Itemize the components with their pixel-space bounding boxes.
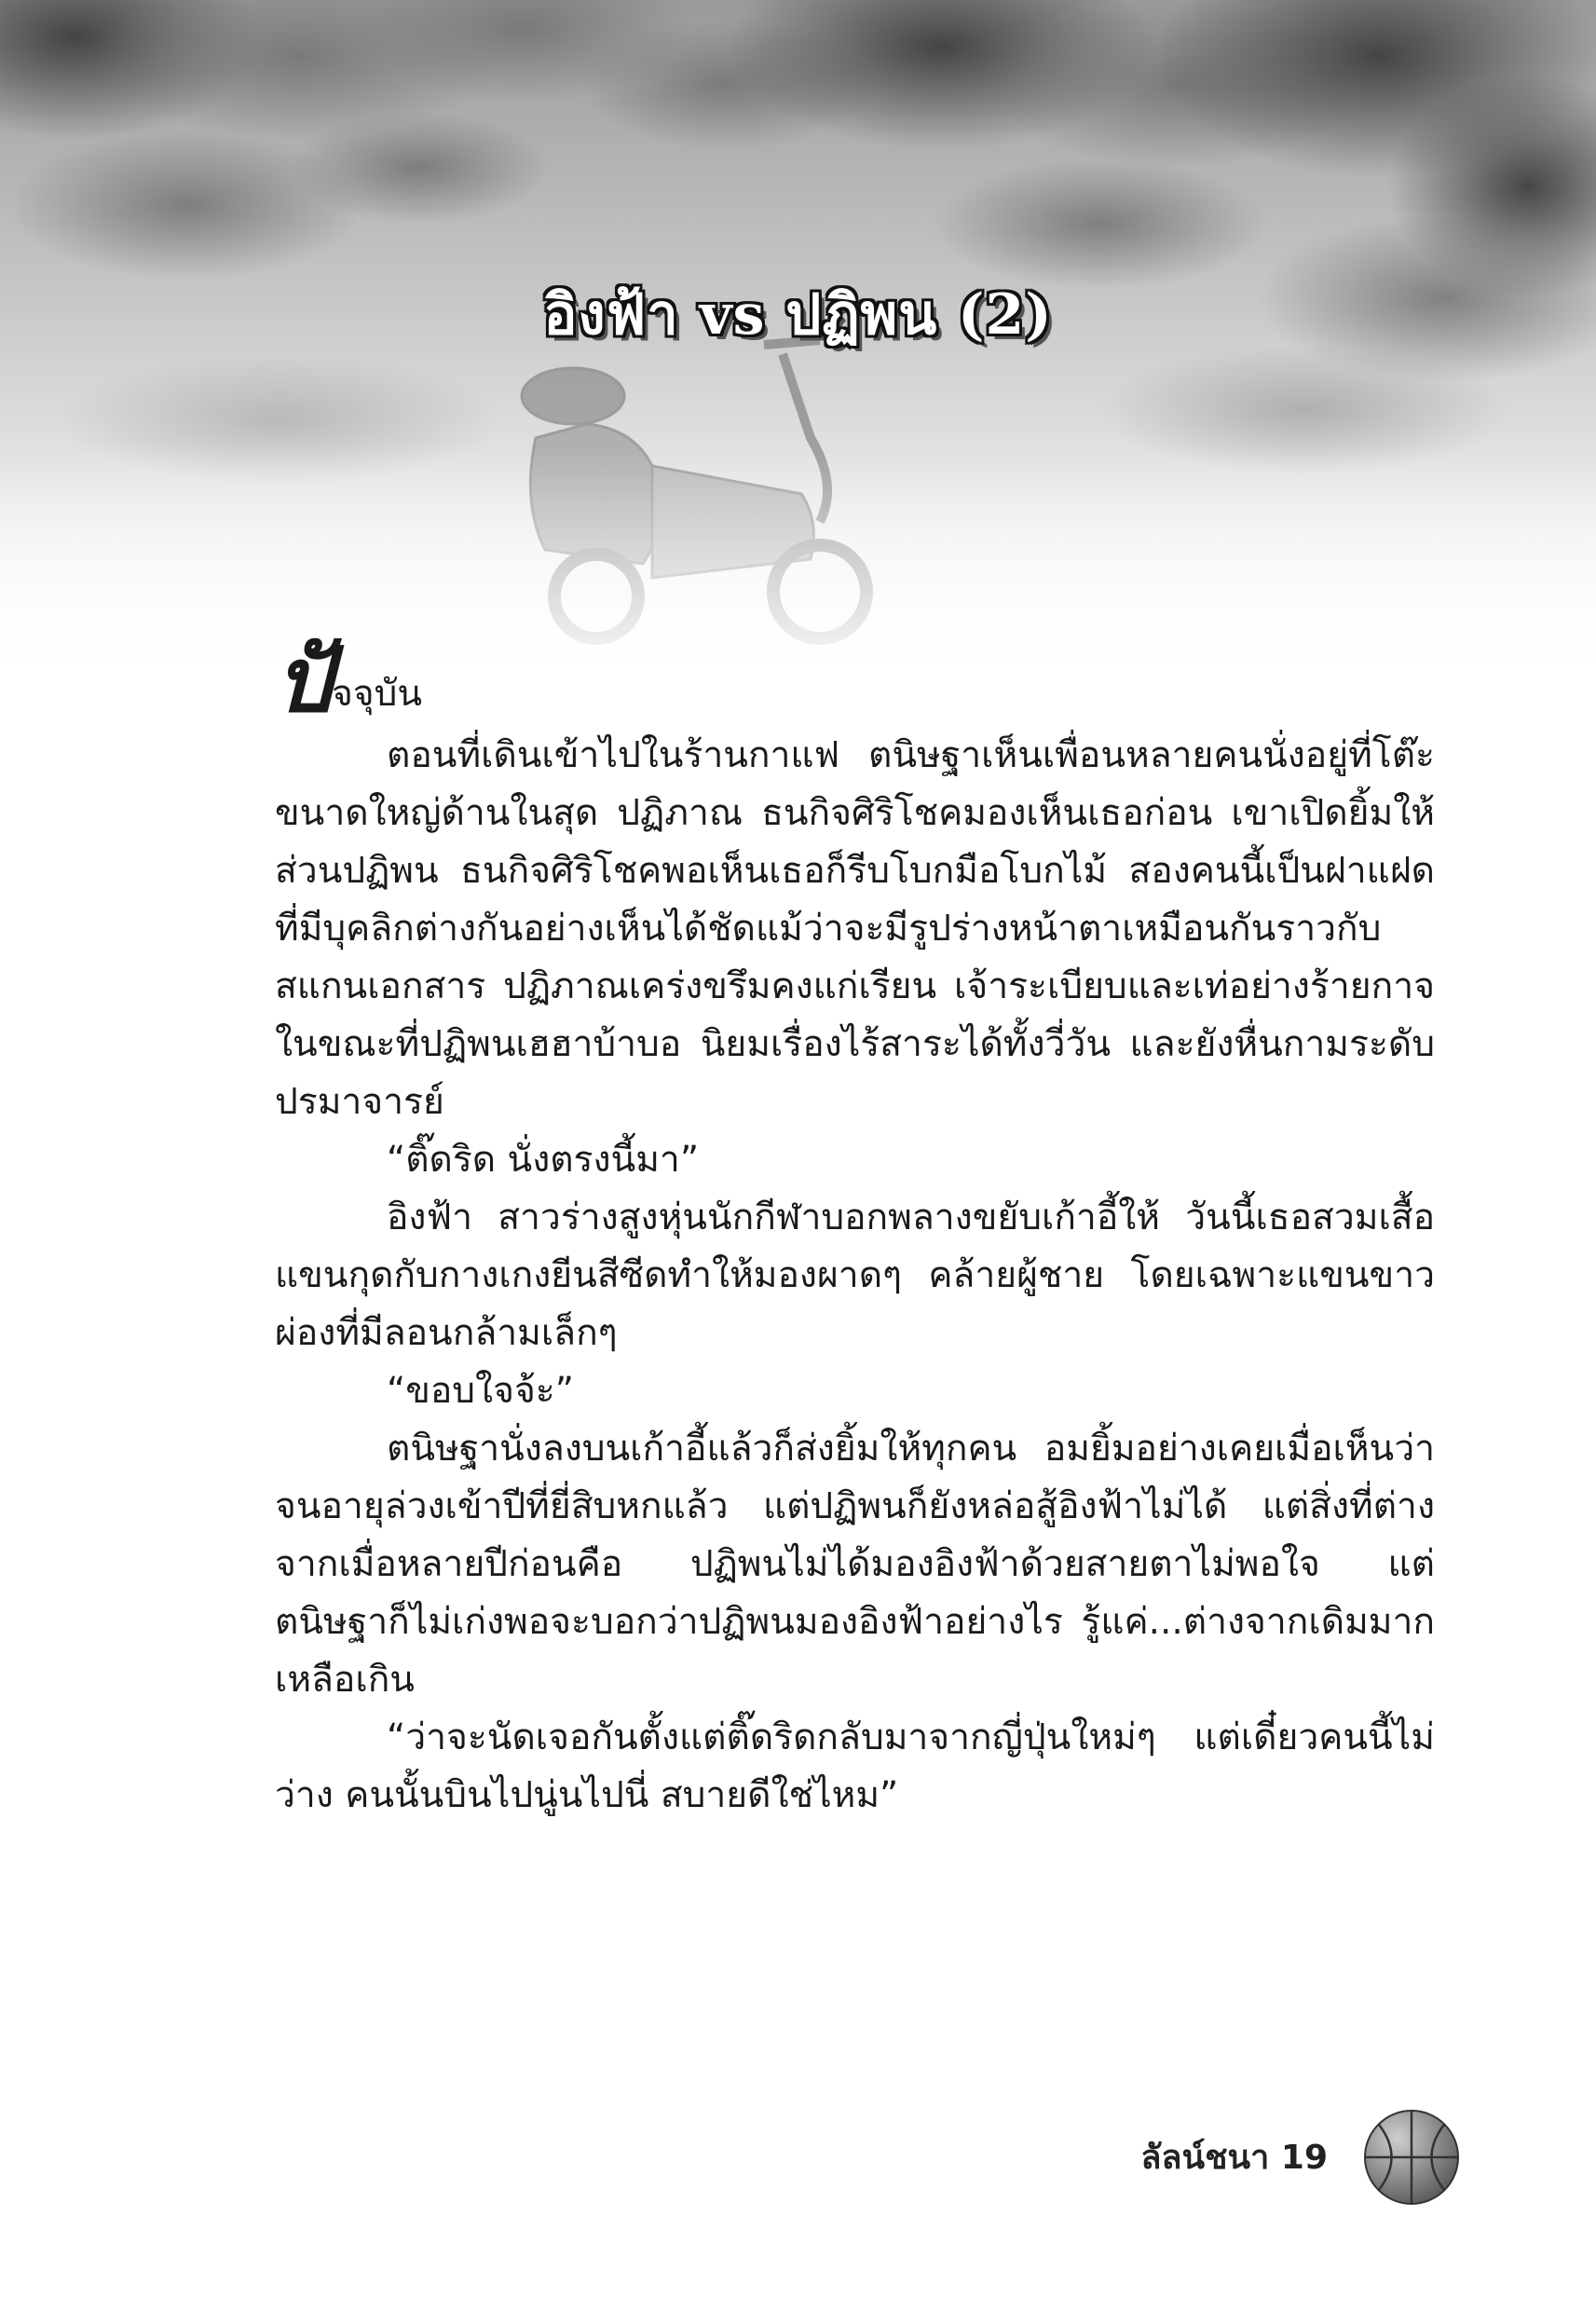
paragraph: อิงฟ้า สาวร่างสูงหุ่นนักกีฬาบอกพลางขยับเก้าอี้ให้ วันนี้เธอสวมเสื้อแขนกุดกับกางเกงยีนสีซีดทำให้มองผาดๆ คล้ายผู้ชาย โดยเฉพาะแขนขาวผ่องที่มีลอนกล้ามเล็กๆ	[275, 1197, 1435, 1354]
paragraph: ตอนที่เดินเข้าไปในร้านกาแฟ ตนิษฐาเห็นเพื่อนหลายคนนั่งอยู่ที่โต๊ะขนาดใหญ่ด้านในสุด ปฏิภาณ ธนกิจศิริโชคมองเห็นเธอก่อน เขาเปิดยิ้มให้ ส่วนปฏิพน ธนกิจศิริโชคพอเห็นเธอก็รีบโบกมือโบกไม้ สองคนนี้เป็นฝาแฝดที่มีบุคลิกต่างกันอย่างเห็นได้ชัดแม้ว่าจะมีรูปร่างหน้าตาเหมือนกันราวกับสแกนเอกสาร ปฏิภาณเคร่งขรึมคงแก่เรียน เจ้าระเบียบและเท่อย่างร้ายกาจ ในขณะที่ปฏิพนเฮฮาบ้าบอ นิยมเรื่องไร้สาระได้ทั้งวี่วัน และยังหื่นกามระดับปรมาจารย์	[275, 734, 1435, 1123]
dialogue-line: “ขอบใจจ้ะ”	[387, 1370, 574, 1412]
footer-label	[1071, 2130, 1328, 2183]
chapter-opening	[275, 627, 1435, 732]
dialogue-line: “ติ๊ดริด นั่งตรงนี้มา”	[387, 1139, 700, 1181]
basketball-icon	[1362, 2108, 1461, 2207]
page-number: 19	[1280, 2139, 1328, 2177]
page-footer	[1071, 2108, 1425, 2210]
dialogue-line: “ว่าจะนัดเจอกันตั้งแต่ติ๊ดริดกลับมาจากญี่ปุ่นใหม่ๆ แต่เดี๋ยวคนนี้ไม่ว่าง คนนั้นบินไปนู่นไปนี่ สบายดีใช่ไหม”	[275, 1716, 1435, 1816]
opening-word-rest: จจุบัน	[331, 673, 423, 715]
chapter-title: อิงฟ้า vs ปฏิพน (2)	[543, 282, 1053, 348]
drop-cap: ปั	[275, 627, 332, 732]
paragraph: ตนิษฐานั่งลงบนเก้าอี้แล้วก็ส่งยิ้มให้ทุกคน อมยิ้มอย่างเคยเมื่อเห็นว่าจนอายุล่วงเข้าปีที่ยี่สิบหกแล้ว แต่ปฏิพนก็ยังหล่อสู้อิงฟ้าไม่ได้ แต่สิ่งที่ต่างจากเมื่อหลายปีก่อนคือ ปฏิพนไม่ได้มองอิงฟ้าด้วยสายตาไม่พอใจ แต่ตนิษฐาก็ไม่เก่งพอจะบอกว่าปฏิพนมองอิงฟ้าอย่างไร รู้แค่...ต่างจากเดิมมากเหลือเกิน	[275, 1428, 1435, 1701]
body-text	[275, 627, 1435, 1825]
book-title: ลัลน์ชนา	[1140, 2139, 1270, 2177]
